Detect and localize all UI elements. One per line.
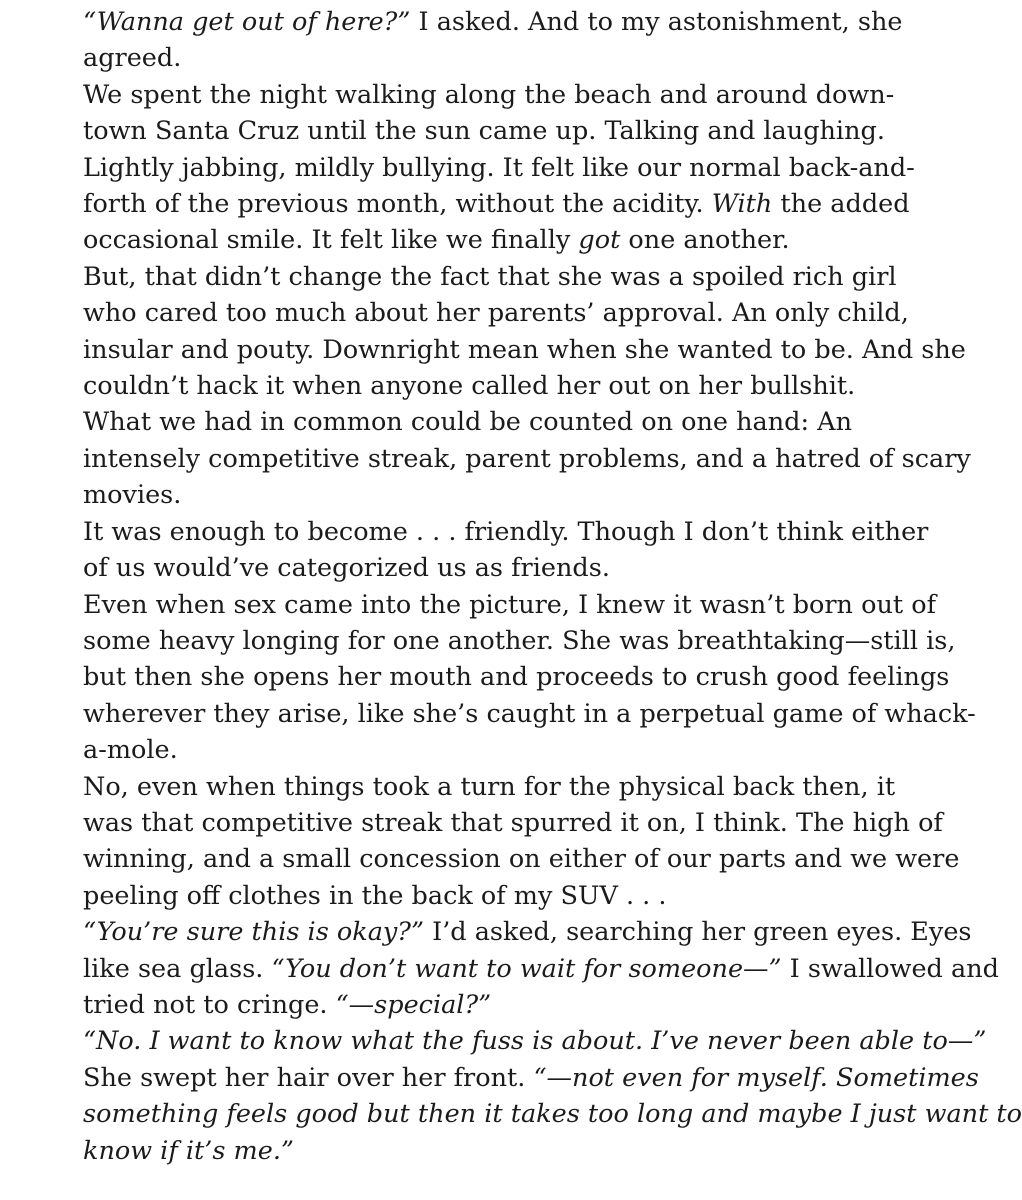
text-run: occasional smile. It felt like we finally	[83, 225, 579, 256]
paragraph	[39, 1023, 1022, 1169]
text-run: We spent the night walking along the beach and around down-	[83, 79, 895, 110]
text-run: agreed.	[83, 43, 182, 74]
text-run: intensely competitive streak, parent problems, and a hatred of scary	[83, 443, 971, 474]
italic-text: With	[711, 189, 773, 220]
text-run: but then she opens her mouth and proceeds to crush good feelings	[83, 662, 950, 693]
text-run: who cared too much about her parents’ approval. An only child,	[83, 298, 909, 329]
italic-text: know if it’s me.”	[83, 1135, 294, 1166]
text-line	[39, 441, 971, 477]
text-line	[39, 295, 911, 331]
text-line	[39, 368, 911, 404]
text-line	[39, 769, 911, 805]
text-run: of us would’ve categorized us as friends.	[83, 553, 610, 584]
text-run: What we had in common could be counted on one hand: An	[83, 407, 852, 438]
text-run: town Santa Cruz until the sun came up. Talking and laughing.	[83, 116, 885, 147]
text-run: winning, and a small concession on either of our parts and we were	[83, 844, 960, 875]
text-line	[39, 222, 911, 258]
text-line	[39, 623, 956, 659]
italic-text: got	[578, 225, 621, 256]
text-run: tried not to cringe.	[83, 989, 336, 1020]
text-line	[39, 587, 937, 623]
paragraph	[39, 259, 966, 405]
text-line	[39, 186, 911, 222]
text-line	[39, 696, 976, 732]
text-run: wherever they arise, like she’s caught in a perpetual game of whack-	[83, 698, 976, 729]
text-run: I’d asked, searching her green eyes. Eyes	[424, 917, 972, 948]
text-line	[39, 1096, 1022, 1132]
text-line	[39, 878, 911, 914]
text-line	[39, 404, 911, 440]
italic-text: “—not even for myself. Sometimes	[533, 1062, 979, 1093]
paragraph	[39, 514, 929, 587]
text-run: like sea glass.	[83, 953, 272, 984]
italic-text: “You don’t want to wait for someone—”	[271, 953, 782, 984]
page-text	[39, 4, 1022, 1169]
text-line	[39, 4, 911, 40]
text-line	[39, 1023, 987, 1059]
text-line	[39, 805, 943, 841]
text-line	[39, 659, 950, 695]
text-run: No, even when things took a turn for the physical back then, it	[83, 771, 896, 802]
text-line	[39, 1133, 911, 1169]
text-run: couldn’t hack it when anyone called her out on her bullshit.	[83, 371, 856, 402]
text-run: some heavy longing for one another. She was breathtaking—still is,	[83, 625, 956, 656]
italic-text: “—special?”	[335, 989, 492, 1020]
text-line	[39, 477, 911, 513]
text-line	[39, 150, 915, 186]
text-line	[39, 332, 966, 368]
text-line	[39, 514, 929, 550]
text-run: It was enough to become . . . friendly. Though I don’t think either	[83, 516, 929, 547]
text-run: one another.	[620, 225, 790, 256]
text-run: the added	[772, 189, 910, 220]
text-run: forth of the previous month, without the acidity.	[83, 189, 712, 220]
paragraph	[39, 914, 999, 1023]
italic-text: “No. I want to know what the fuss is about. I’ve never been able to—”	[83, 1026, 987, 1057]
italic-text: something feels good but then it takes too long and maybe I just want to	[83, 1099, 1022, 1130]
text-line	[39, 259, 911, 295]
text-run: a-mole.	[83, 735, 178, 766]
text-run: peeling off clothes in the back of my SUV . . .	[83, 880, 667, 911]
text-line	[39, 987, 911, 1023]
paragraph	[39, 77, 915, 259]
text-line	[39, 732, 911, 768]
text-line	[39, 914, 972, 950]
paragraph	[39, 4, 911, 77]
text-line	[39, 1060, 979, 1096]
text-run: She swept her hair over her front.	[83, 1062, 534, 1093]
italic-text: “You’re sure this is okay?”	[83, 917, 425, 948]
text-run: Even when sex came into the picture, I knew it wasn’t born out of	[83, 589, 937, 620]
text-run: was that competitive streak that spurred it on, I think. The high of	[83, 807, 943, 838]
text-line	[39, 951, 999, 987]
text-line	[39, 113, 911, 149]
text-run: But, that didn’t change the fact that she was a spoiled rich girl	[83, 261, 897, 292]
text-run: movies.	[83, 480, 182, 511]
text-line	[39, 40, 911, 76]
text-run: I asked. And to my astonishment, she	[410, 7, 903, 37]
paragraph	[39, 587, 976, 769]
text-run: insular and pouty. Downright mean when she wanted to be. And she	[83, 334, 966, 365]
paragraph	[39, 769, 960, 915]
italic-text: “Wanna get out of here?”	[83, 7, 411, 37]
text-run: Lightly jabbing, mildly bullying. It felt like our normal back-and-	[83, 152, 915, 183]
text-line	[39, 550, 911, 586]
text-run: I swallowed and	[781, 953, 999, 984]
paragraph	[39, 404, 971, 513]
text-line	[39, 841, 960, 877]
text-line	[39, 77, 911, 113]
